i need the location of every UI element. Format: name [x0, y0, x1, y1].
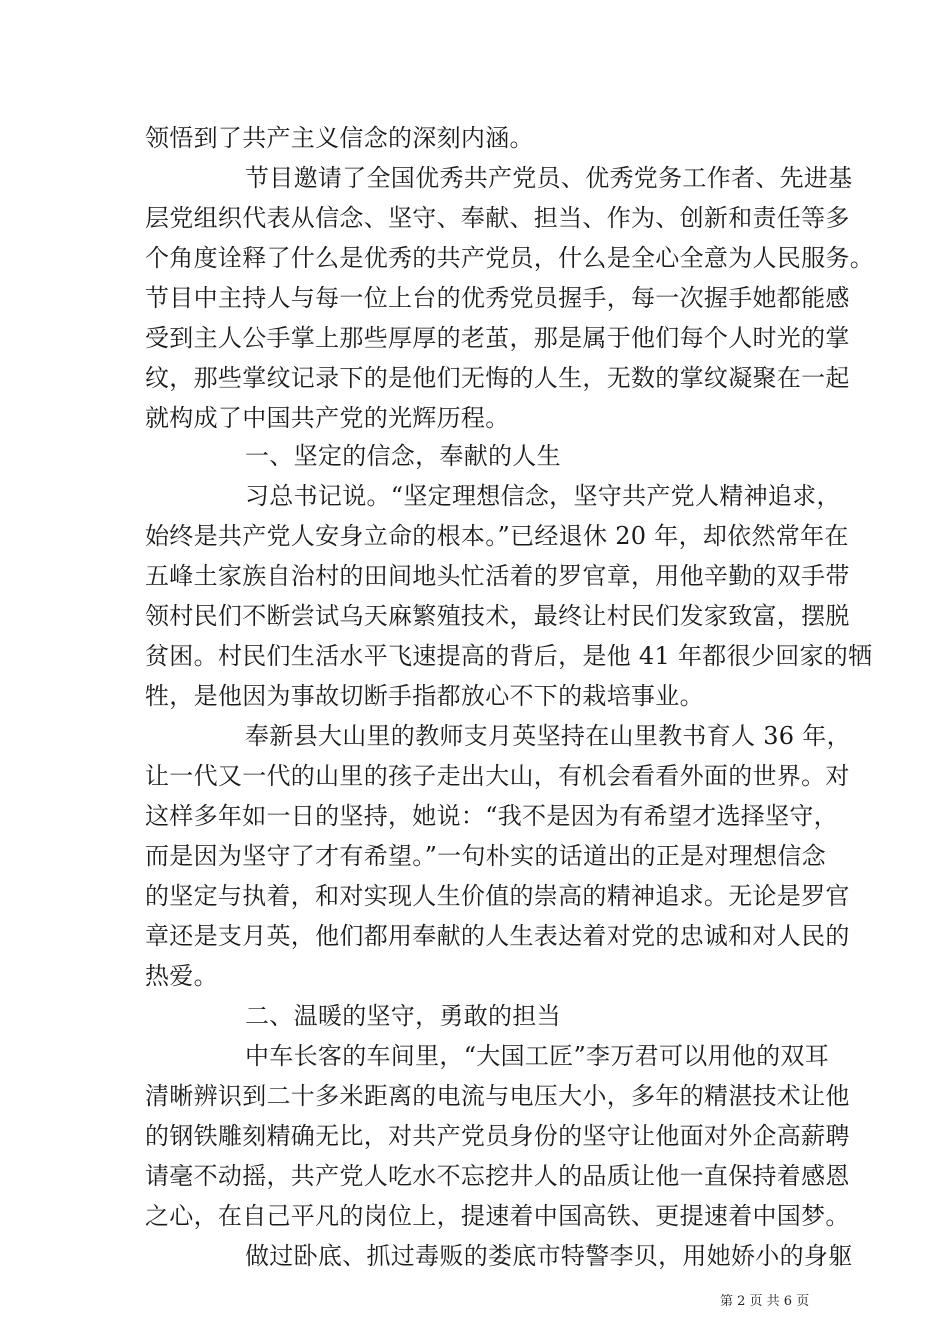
text-line: 章还是支月英，他们都用奉献的人生表达着对党的忠诚和对人民的: [145, 922, 850, 950]
text-line: 个角度诠释了什么是优秀的共产党员，什么是全心全意为人民服务。: [145, 244, 874, 272]
text-line: 领村民们不断尝试乌天麻繁殖技术，最终让村民们发家致富，摆脱: [145, 602, 850, 630]
paragraph-first-line: 奉新县大山里的教师支月英坚持在山里教书育人 36 年，: [245, 722, 851, 750]
text-line: 牲，是他因为事故切断手指都放心不下的栽培事业。: [145, 682, 704, 710]
text-line: 五峰土家族自治村的田间地头忙活着的罗官章，用他辛勤的双手带: [145, 562, 850, 590]
text-line: 的坚定与执着，和对实现人生价值的崇高的精神追求。无论是罗官: [145, 882, 850, 910]
text-line: 始终是共产党人安身立命的根本。”已经退休 20 年，却依然常年在: [145, 522, 849, 550]
text-line: 之心，在自己平凡的岗位上，提速着中国高铁、更提速着中国梦。: [145, 1202, 850, 1230]
section-heading-1: 一、坚定的信念，奉献的人生: [245, 442, 561, 470]
paragraph-first-line: 节目邀请了全国优秀共产党员、优秀党务工作者、先进基: [245, 164, 853, 192]
text-line: 这样多年如一日的坚持，她说：“我不是因为有希望才选择坚守，: [145, 802, 838, 830]
text-line: 请毫不动摇，共产党人吃水不忘挖井人的品质让他一直保持着感恩: [145, 1162, 850, 1190]
paragraph-first-line: 习总书记说。“坚定理想信念，坚守共产党人精神追求，: [245, 482, 841, 510]
section-heading-2: 二、温暖的坚守，勇敢的担当: [245, 1002, 561, 1030]
text-line: 热爱。: [145, 962, 218, 990]
text-line: 就构成了中国共产党的光辉历程。: [145, 404, 510, 432]
text-line: 的钢铁雕刻精确无比，对共产党员身份的坚守让他面对外企高薪聘: [145, 1122, 850, 1150]
text-line: 层党组织代表从信念、坚守、奉献、担当、作为、创新和责任等多: [145, 204, 850, 232]
text-line: 纹，那些掌纹记录下的是他们无悔的人生，无数的掌纹凝聚在一起: [145, 364, 850, 392]
text-line: 而是因为坚守了才有希望。”一句朴实的话道出的正是对理想信念: [145, 842, 826, 870]
paragraph-first-line: 中车长客的车间里，“大国工匠”李万君可以用他的双耳: [245, 1042, 830, 1070]
text-line: 让一代又一代的山里的孩子走出大山，有机会看看外面的世界。对: [145, 762, 850, 790]
paragraph-first-line: 做过卧底、抓过毒贩的娄底市特警李贝，用她娇小的身躯: [245, 1242, 853, 1270]
text-line: 领悟到了共产主义信念的深刻内涵。: [145, 124, 534, 152]
text-line: 贫困。村民们生活水平飞速提高的背后，是他 41 年都很少回家的牺: [145, 642, 873, 670]
text-line: 受到主人公手掌上那些厚厚的老茧，那是属于他们每个人时光的掌: [145, 324, 850, 352]
text-line: 节目中主持人与每一位上台的优秀党员握手，每一次握手她都能感: [145, 284, 850, 312]
text-line: 清晰辨识到二十多米距离的电流与电压大小，多年的精湛技术让他: [145, 1082, 850, 1110]
page-number-footer: 第 2 页 共 6 页: [720, 1294, 810, 1309]
